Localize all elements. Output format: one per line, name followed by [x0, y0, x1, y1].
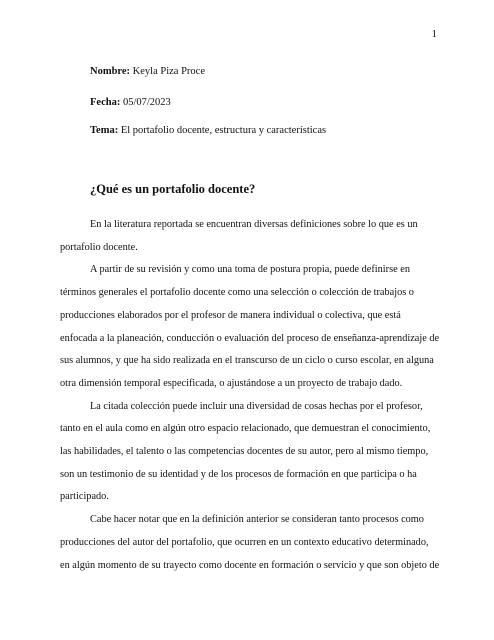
page-number: 1	[431, 28, 437, 40]
paragraph-4: Cabe hacer notar que en la definición anterior se consideran tanto procesos como producciones del autor del portafolio, que ocurren en un contexto educativo determinado, en algún momento de su trayecto como docente en formación o servicio y que son objeto de	[60, 514, 440, 571]
date-label: Fecha:	[90, 97, 121, 108]
topic-value: El portafolio docente, estructura y características	[118, 125, 327, 136]
author-value: Keyla Piza Proce	[130, 66, 205, 77]
author-label: Nombre:	[90, 66, 131, 77]
document-body	[60, 214, 440, 577]
paragraph-2: A partir de su revisión y como una toma de postura propia, puede definirse en términos generales el portafolio docente como una selección o colección de trabajos o producciones elaborados por el profesor de manera individual o colectiva, que está enfocada a la planeación, conducción o evaluación del proceso de enseñanza-aprendizaje de sus alumnos, y que ha sido realizada en el transcurso de un ciclo o curso escolar, en alguna otra dimensión temporal especificada, o ajustándose a un proyecto de trabajo dado.	[60, 264, 440, 389]
section-heading: ¿Qué es un portafolio docente?	[90, 182, 256, 196]
date-line	[90, 97, 171, 108]
topic-label: Tema:	[90, 125, 119, 136]
topic-line	[90, 125, 326, 136]
author-line	[90, 66, 205, 77]
paragraph-3: La citada colección puede incluir una diversidad de cosas hechas por el profesor, tanto en el aula como en algún otro espacio relacionado, que demuestran el conocimiento, las habilidades, el talento o las competencias docentes de su autor, pero al mismo tiempo, son un testimonio de su identidad y de los procesos de formación en que participa o ha participado.	[60, 400, 431, 503]
date-value: 05/07/2023	[120, 97, 171, 108]
paragraph-1: En la literatura reportada se encuentran diversas definiciones sobre lo que es un portafolio docente.	[60, 219, 418, 253]
